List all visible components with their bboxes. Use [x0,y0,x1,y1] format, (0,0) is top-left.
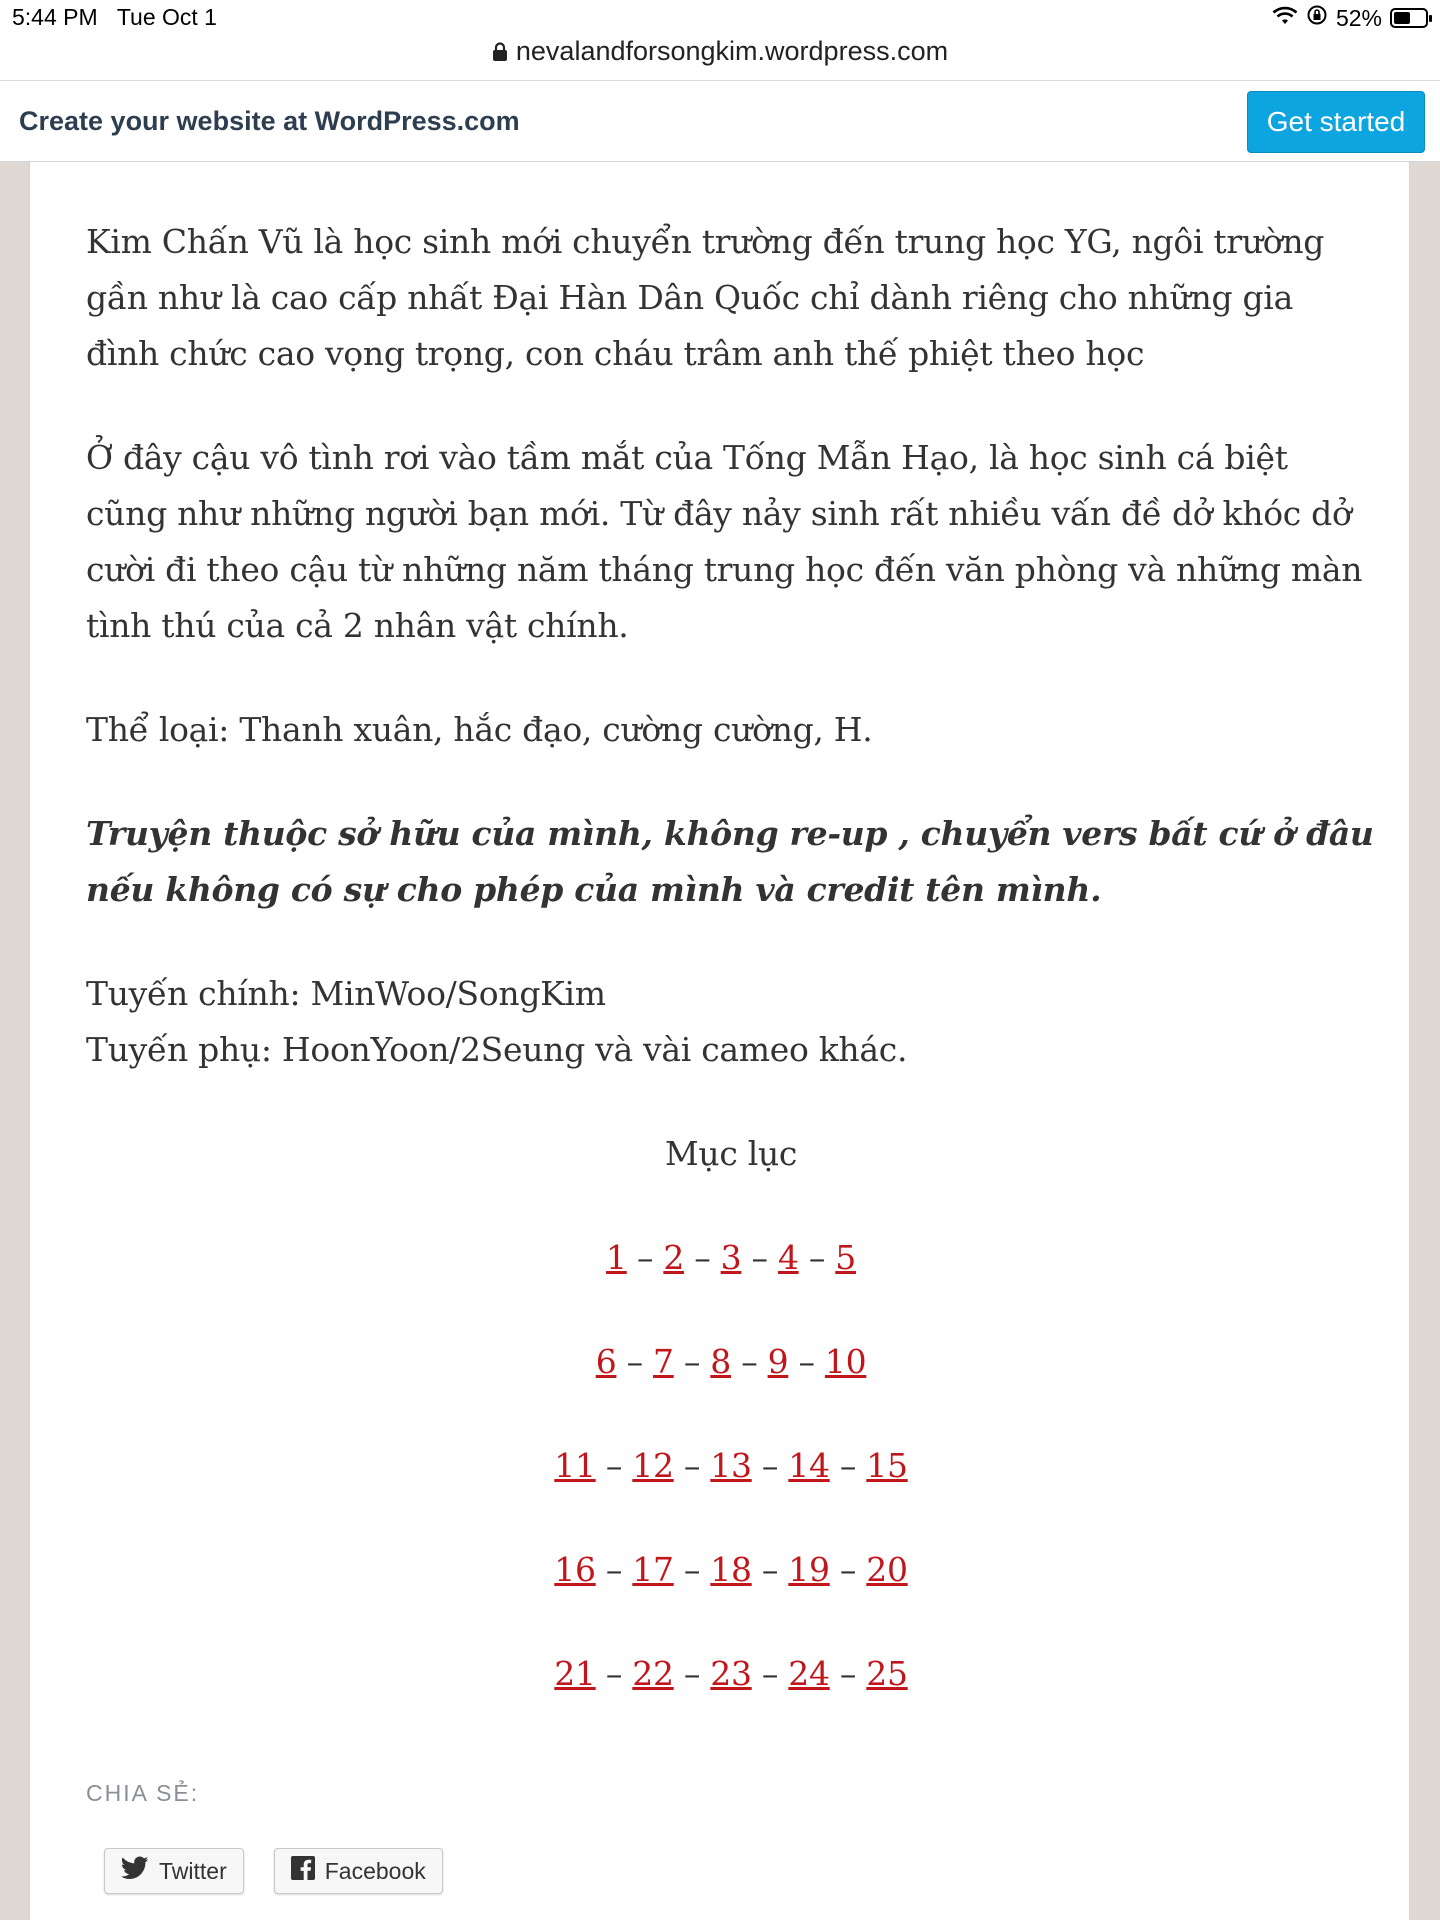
chapter-link-23[interactable]: 23 [710,1654,752,1693]
toc-separator: – [673,1446,711,1485]
twitter-label: Twitter [159,1857,227,1884]
chapter-link-5[interactable]: 5 [835,1238,856,1277]
chapter-link-22[interactable]: 22 [632,1654,674,1693]
toc-separator: – [684,1238,721,1277]
status-bar [0,0,1440,80]
chapter-link-6[interactable]: 6 [595,1342,617,1381]
chapter-link-4[interactable]: 4 [777,1238,799,1277]
toc-separator: – [673,1550,711,1589]
toc-separator: – [673,1654,711,1693]
clock: 5:44 PM [12,4,98,30]
copyright-notice: Truyện thuộc sở hữu của mình, không re-up , chuyển vers bất cứ ở đâu nếu không có sự cho phép của mình và credit tên mình. [86,814,1374,909]
status-indicators [1272,4,1428,32]
chapter-link-7[interactable]: 7 [653,1342,674,1381]
toc-separator: – [829,1550,867,1589]
toc-separator: – [731,1342,768,1381]
toc-separator: – [595,1446,633,1485]
table-of-contents [86,1230,1376,1702]
battery-level [1394,12,1410,24]
twitter-icon [121,1856,149,1886]
toc-separator: – [626,1238,664,1277]
wifi-icon [1272,5,1298,32]
side-pairing: Tuyến phụ: HoonYoon/2Seung và vài cameo khác. [86,1030,908,1069]
toc-separator: – [595,1550,633,1589]
chapter-link-20[interactable]: 20 [866,1550,908,1589]
article [86,214,1376,1750]
battery-icon [1390,8,1428,28]
chapter-link-2[interactable]: 2 [663,1238,685,1277]
toc-separator: – [595,1654,633,1693]
toc-separator: – [751,1550,789,1589]
chapter-link-8[interactable]: 8 [710,1342,731,1381]
toc-separator: – [673,1342,711,1381]
chapter-link-24[interactable]: 24 [788,1654,830,1693]
chapter-link-15[interactable]: 15 [866,1446,908,1485]
genre-line: Thể loại: Thanh xuân, hắc đạo, cường cường, H. [86,710,873,749]
chapter-link-25[interactable]: 25 [866,1654,908,1693]
chapter-link-17[interactable]: 17 [632,1550,674,1589]
share-label: CHIA SẺ: [86,1780,200,1806]
facebook-label: Facebook [324,1857,426,1884]
get-started-button[interactable]: Get started [1247,91,1425,153]
toc-row [86,1438,1376,1494]
toc-separator: – [751,1654,789,1693]
toc-separator: – [798,1238,836,1277]
toc-row [86,1646,1376,1702]
banner-link[interactable]: Create your website at WordPress.com [19,106,520,136]
toc-row [86,1230,1376,1286]
facebook-share-button[interactable] [274,1848,443,1894]
battery-percent: 52% [1335,4,1382,31]
toc-row [86,1542,1376,1598]
wordpress-banner [0,80,1440,162]
toc-row [86,1334,1376,1390]
synopsis-paragraph-1: Kim Chấn Vũ là học sinh mới chuyển trường đến trung học YG, ngôi trường gần như là cao cấp nhất Đại Hàn Dân Quốc chỉ dành riêng cho những gia đình chức cao vọng trọng, con cháu trâm anh thế phiệt theo học [86,222,1325,373]
toc-separator: – [741,1238,778,1277]
chapter-link-14[interactable]: 14 [788,1446,830,1485]
date: Tue Oct 1 [116,4,217,30]
toc-separator: – [616,1342,653,1381]
share-buttons [104,1848,443,1894]
chapter-link-3[interactable]: 3 [720,1238,742,1277]
address-bar[interactable] [0,36,1440,69]
twitter-share-button[interactable] [104,1848,244,1894]
main-pairing: Tuyến chính: MinWoo/SongKim [86,974,606,1013]
status-time [12,4,217,31]
pairings [86,966,1376,1078]
chapter-link-16[interactable]: 16 [554,1550,596,1589]
chapter-link-1[interactable]: 1 [606,1238,627,1277]
orientation-lock-icon [1306,4,1328,32]
url-text: nevalandforsongkim.wordpress.com [515,36,949,66]
toc-separator: – [829,1654,867,1693]
synopsis-paragraph-2: Ở đây cậu vô tình rơi vào tầm mắt của Tống Mẫn Hạo, là học sinh cá biệt cũng như những người bạn mới. Từ đây nảy sinh rất nhiều vấn đề dở khóc dở cười đi theo cậu từ những năm tháng trung học đến văn phòng và những màn tình thú của cả 2 nhân vật chính. [86,438,1363,645]
chapter-link-21[interactable]: 21 [554,1654,596,1693]
chapter-link-11[interactable]: 11 [554,1446,596,1485]
toc-title: Mục lục [664,1134,798,1173]
post-content [29,162,1410,1920]
chapter-link-12[interactable]: 12 [632,1446,674,1485]
chapter-link-9[interactable]: 9 [767,1342,789,1381]
facebook-icon [291,1856,315,1886]
lock-icon [492,38,508,69]
chapter-link-10[interactable]: 10 [824,1342,867,1381]
toc-separator: – [751,1446,789,1485]
chapter-link-19[interactable]: 19 [788,1550,830,1589]
chapter-link-18[interactable]: 18 [710,1550,752,1589]
toc-separator: – [829,1446,867,1485]
chapter-link-13[interactable]: 13 [710,1446,752,1485]
toc-separator: – [788,1342,825,1381]
